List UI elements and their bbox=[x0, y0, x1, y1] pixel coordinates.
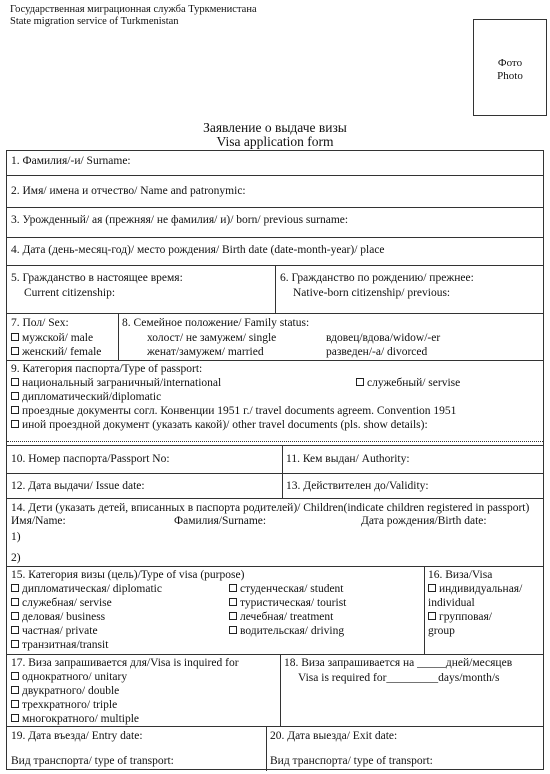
checkbox-entry-triple[interactable] bbox=[11, 699, 117, 712]
option-divorced[interactable]: разведен/-а/ divorced bbox=[326, 346, 428, 358]
option-label: транзитная/transit bbox=[22, 639, 109, 651]
option-label: иной проездной документ (указать какой)/ other travel documents (pls. show details): bbox=[22, 419, 428, 431]
option-individual-en: individual bbox=[428, 597, 475, 609]
field-visa-category-label: 15. Категория визы (цель)/Type of visa (purpose) bbox=[11, 569, 245, 581]
col-divider bbox=[282, 445, 283, 498]
checkbox-sex-male[interactable] bbox=[11, 332, 93, 345]
checkbox-entry-double[interactable] bbox=[11, 685, 119, 698]
visa-application-form bbox=[6, 150, 544, 770]
checkbox-passport-travel-docs[interactable] bbox=[11, 405, 456, 418]
field-current-citizenship-label: 5. Гражданство в настоящее время: bbox=[11, 272, 183, 284]
field-visa-kind-label: 16. Виза/Visa bbox=[428, 569, 493, 581]
field-native-citizenship[interactable]: Native-born citizenship/ previous: bbox=[293, 287, 451, 299]
photo-box[interactable] bbox=[473, 19, 547, 116]
option-label: служебная/ servise bbox=[22, 597, 112, 609]
option-label: двукратного/ double bbox=[22, 685, 120, 697]
checkbox-visa-private[interactable] bbox=[11, 625, 98, 638]
col-divider bbox=[118, 313, 119, 360]
checkbox-icon bbox=[428, 584, 436, 592]
checkbox-icon bbox=[11, 672, 19, 680]
checkbox-icon bbox=[11, 612, 19, 620]
field-authority[interactable]: 11. Кем выдан/ Authority: bbox=[286, 453, 410, 465]
row-divider bbox=[7, 237, 543, 238]
checkbox-icon bbox=[11, 347, 19, 355]
option-label: деловая/ business bbox=[22, 611, 106, 623]
row-divider bbox=[7, 473, 543, 474]
children-col-name: Имя/Name: bbox=[11, 515, 66, 527]
field-birth-date-place[interactable]: 4. Дата (день-месяц-год)/ место рождения/ Birth date (date-month-year)/ place bbox=[11, 244, 385, 256]
field-current-citizenship[interactable]: Current citizenship: bbox=[24, 287, 116, 299]
col-divider bbox=[424, 566, 425, 654]
field-passport-type-label: 9. Категория паспорта/Type of passport: bbox=[11, 363, 203, 375]
checkbox-visa-tourist[interactable] bbox=[229, 597, 346, 610]
checkbox-visa-group[interactable] bbox=[428, 611, 492, 624]
col-divider bbox=[275, 265, 276, 313]
option-label: проездные документы согл. Конвенции 1951 г./ travel documents agreem. Convention 1951 bbox=[22, 405, 457, 417]
checkbox-icon bbox=[11, 392, 19, 400]
row-divider bbox=[7, 566, 543, 567]
checkbox-icon bbox=[11, 714, 19, 722]
photo-label-en: Photo bbox=[497, 70, 523, 82]
checkbox-icon bbox=[11, 700, 19, 708]
field-exit-transport[interactable]: Вид транспорта/ type of transport: bbox=[270, 755, 433, 767]
checkbox-icon bbox=[11, 640, 19, 648]
form-title bbox=[0, 121, 550, 149]
field-entry-transport[interactable]: Вид транспорта/ type of transport: bbox=[11, 755, 174, 767]
checkbox-icon bbox=[11, 598, 19, 606]
checkbox-icon bbox=[11, 584, 19, 592]
agency-header bbox=[10, 4, 257, 28]
checkbox-visa-service[interactable] bbox=[11, 597, 112, 610]
option-widowed[interactable]: вдовец/вдова/widow/-er bbox=[326, 332, 441, 344]
checkbox-visa-individual[interactable] bbox=[428, 583, 522, 596]
checkbox-visa-driving[interactable] bbox=[229, 625, 344, 638]
option-label: дипломатический/diplomatic bbox=[22, 391, 162, 403]
children-row-2[interactable]: 2) bbox=[11, 552, 21, 564]
row-divider bbox=[7, 360, 543, 361]
field-children-label: 14. Дети (указать детей, вписанных в паспорта родителей)/ Children(indicate children registered in passport) bbox=[11, 502, 530, 514]
option-label: однократного/ unitary bbox=[22, 671, 128, 683]
checkbox-visa-student[interactable] bbox=[229, 583, 344, 596]
row-divider bbox=[7, 445, 543, 446]
option-label: групповая/ bbox=[439, 611, 492, 623]
field-passport-number[interactable]: 10. Номер паспорта/Passport No: bbox=[11, 453, 170, 465]
checkbox-entry-unitary[interactable] bbox=[11, 671, 127, 684]
checkbox-entry-multiple[interactable] bbox=[11, 713, 139, 726]
checkbox-visa-business[interactable] bbox=[11, 611, 105, 624]
checkbox-icon bbox=[11, 420, 19, 428]
checkbox-icon bbox=[229, 612, 237, 620]
checkbox-icon bbox=[356, 378, 364, 386]
checkbox-passport-service[interactable] bbox=[356, 377, 460, 390]
checkbox-icon bbox=[11, 333, 19, 341]
field-sex-label: 7. Пол/ Sex: bbox=[11, 317, 69, 329]
checkbox-sex-female[interactable] bbox=[11, 346, 101, 359]
option-label: водительская/ driving bbox=[240, 625, 345, 637]
checkbox-icon bbox=[229, 598, 237, 606]
checkbox-passport-diplomatic[interactable] bbox=[11, 391, 161, 404]
row-divider bbox=[7, 175, 543, 176]
option-label: национальный заграничный/international bbox=[22, 377, 222, 389]
col-divider bbox=[266, 726, 267, 771]
option-label: трехкратного/ triple bbox=[22, 699, 118, 711]
field-validity[interactable]: 13. Действителен до/Validity: bbox=[286, 480, 429, 492]
field-family-status-label: 8. Семейное положение/ Family status: bbox=[122, 317, 310, 329]
option-group-en: group bbox=[428, 625, 455, 637]
children-col-birthdate: Дата рождения/Birth date: bbox=[361, 515, 487, 527]
checkbox-visa-diplomatic[interactable] bbox=[11, 583, 162, 596]
checkbox-icon bbox=[428, 612, 436, 620]
checkbox-icon bbox=[229, 626, 237, 634]
checkbox-visa-transit[interactable] bbox=[11, 639, 108, 652]
field-native-citizenship-label: 6. Гражданство по рождению/ прежнее: bbox=[280, 272, 474, 284]
field-name-patronymic[interactable]: 2. Имя/ имена и отчество/ Name and patronymic: bbox=[11, 185, 246, 197]
option-label: мужской/ male bbox=[22, 332, 94, 344]
field-entries-label: 17. Виза запрашивается для/Visa is inquired for bbox=[11, 657, 239, 669]
option-label: женский/ female bbox=[22, 346, 102, 358]
row-divider bbox=[7, 654, 543, 655]
option-label: индивидуальная/ bbox=[439, 583, 523, 595]
option-married[interactable]: женат/замужем/ married bbox=[147, 346, 264, 358]
row-divider bbox=[7, 207, 543, 208]
option-label: лечебная/ treatment bbox=[240, 611, 334, 623]
field-surname[interactable]: 1. Фамилия/-и/ Surname: bbox=[11, 155, 131, 167]
row-divider bbox=[7, 726, 543, 727]
field-previous-surname[interactable]: 3. Урожденный/ ая (прежняя/ не фамилия/ и)/ born/ previous surname: bbox=[11, 214, 349, 226]
field-issue-date[interactable]: 12. Дата выдачи/ Issue date: bbox=[11, 480, 145, 492]
option-single[interactable]: холост/ не замужем/ single bbox=[147, 332, 277, 344]
checkbox-passport-other[interactable] bbox=[11, 419, 428, 432]
option-label: дипломатическая/ diplomatic bbox=[22, 583, 162, 595]
option-label: туристическая/ tourist bbox=[240, 597, 347, 609]
dotted-divider bbox=[7, 441, 543, 442]
checkbox-visa-treatment[interactable] bbox=[229, 611, 333, 624]
field-exit-date[interactable]: 20. Дата выезда/ Exit date: bbox=[270, 730, 398, 742]
agency-name-ru: Государственная миграционная служба Туркменистана bbox=[10, 4, 257, 15]
photo-label-ru: Фото bbox=[497, 57, 523, 69]
option-label: студенческая/ student bbox=[240, 583, 344, 595]
field-entry-date[interactable]: 19. Дата въезда/ Entry date: bbox=[11, 730, 143, 742]
checkbox-icon bbox=[11, 378, 19, 386]
children-col-surname: Фамилия/Surname: bbox=[174, 515, 267, 527]
option-label: служебный/ servise bbox=[367, 377, 461, 389]
agency-name-en: State migration service of Turkmenistan bbox=[10, 16, 179, 27]
row-divider bbox=[7, 313, 543, 314]
checkbox-passport-international[interactable] bbox=[11, 377, 221, 390]
form-title-en: Visa application form bbox=[216, 134, 334, 149]
checkbox-icon bbox=[11, 626, 19, 634]
option-label: частная/ private bbox=[22, 625, 98, 637]
checkbox-icon bbox=[11, 406, 19, 414]
checkbox-icon bbox=[11, 686, 19, 694]
row-divider bbox=[7, 498, 543, 499]
field-visa-duration-ru[interactable]: 18. Виза запрашивается на _____дней/месяцев bbox=[284, 657, 513, 669]
checkbox-icon bbox=[229, 584, 237, 592]
field-visa-duration-en[interactable]: Visa is required for_________days/month/s bbox=[298, 672, 500, 684]
option-label: многократного/ multiple bbox=[22, 713, 140, 725]
form-title-ru: Заявление о выдаче визы bbox=[203, 120, 347, 135]
col-divider bbox=[280, 654, 281, 726]
children-row-1[interactable]: 1) bbox=[11, 531, 21, 543]
